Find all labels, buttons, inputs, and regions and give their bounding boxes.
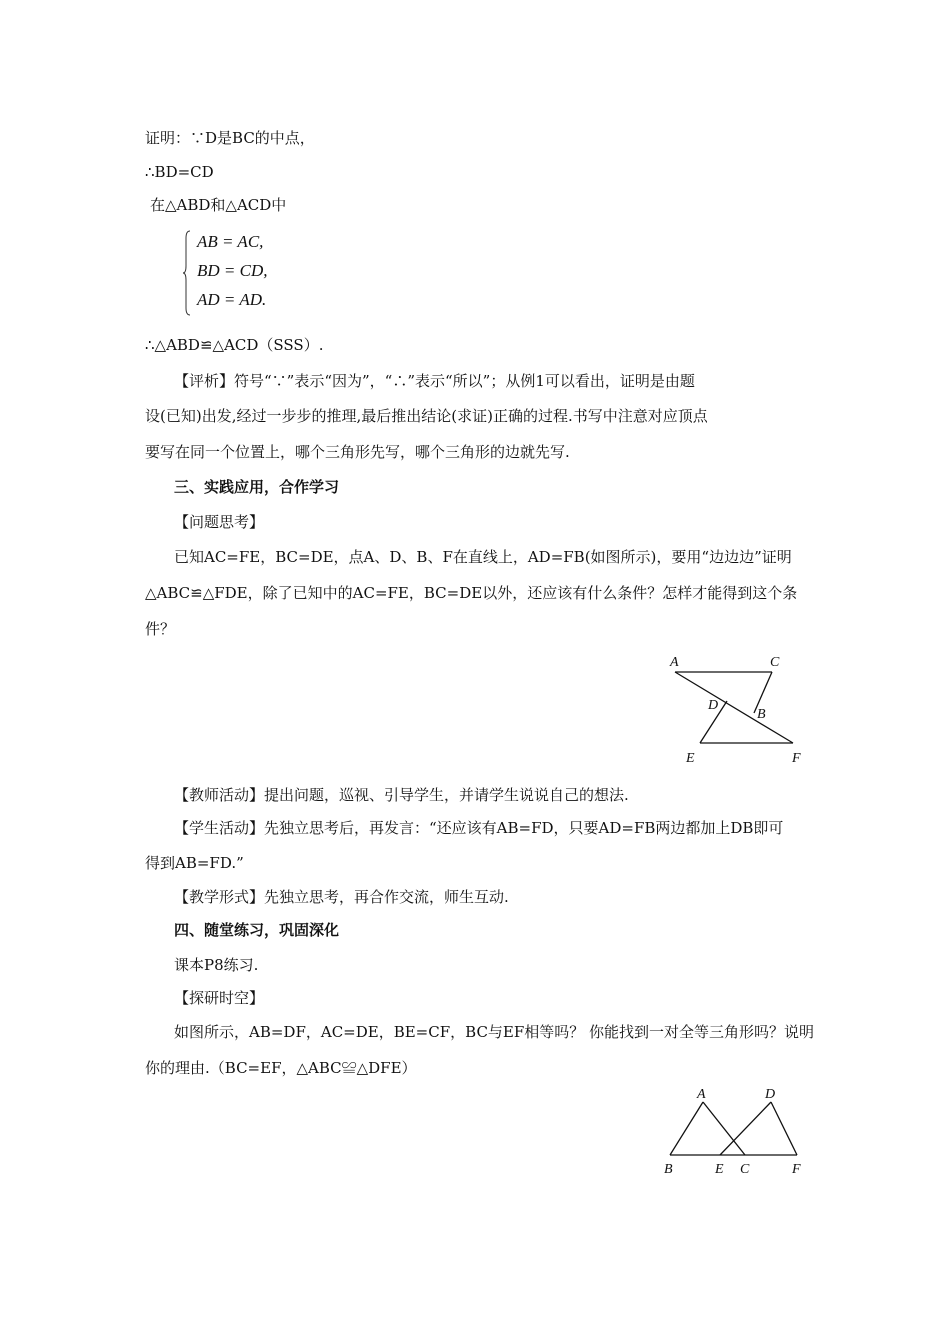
label-f: F — [792, 751, 801, 766]
label-a: A — [670, 655, 679, 670]
label-e: E — [686, 751, 695, 766]
proof-line-2: ∴BD=CD — [145, 163, 214, 181]
equation-3: AD = AD. — [197, 290, 267, 309]
proof-line-3: 在△ABD和△ACD中 — [150, 196, 287, 214]
label-b: B — [757, 707, 766, 722]
question-line-3: 件？ — [145, 620, 176, 638]
segment-ac — [703, 1102, 745, 1155]
exercise-text: 课本P8练习. — [174, 956, 259, 974]
segment-ab — [670, 1102, 703, 1155]
student-activity-line-1: 【学生活动】先独立思考后，再发言：“还应该有AB=FD，只要AD=FB两边都加上DB即可 — [174, 819, 784, 837]
question-line-2: △ABC≌△FDE，除了已知中的AC=FE，BC=DE以外，还应该有什么条件？怎样才能得到这个条 — [145, 584, 798, 602]
teacher-activity: 【教师活动】提出问题，巡视、引导学生，并请学生说说自己的想法. — [174, 786, 629, 804]
equation-2: BD = CD, — [197, 261, 268, 280]
left-brace-icon — [183, 230, 191, 316]
analysis-line-1: 【评析】符号“∵”表示“因为”，“∴”表示“所以”；从例1可以看出，证明是由题 — [174, 372, 695, 390]
proof-line-1: 证明：∵D是BC的中点， — [145, 129, 315, 147]
section-4-heading: 四、随堂练习，巩固深化 — [174, 921, 340, 939]
analysis-line-3: 要写在同一个位置上，哪个三角形先写，哪个三角形的边就先写. — [145, 443, 570, 461]
label-d: D — [708, 698, 719, 713]
segment-df — [771, 1102, 797, 1155]
segment-de — [720, 1102, 771, 1155]
label-c: C — [740, 1162, 750, 1177]
student-activity-line-2: 得到AB=FD.” — [145, 854, 244, 872]
explore-line-2: 你的理由.（BC=EF，△ABC≌△DFE） — [145, 1059, 417, 1077]
figure-problem-2 — [655, 1084, 815, 1184]
segment-af — [675, 672, 793, 743]
proof-conclusion: ∴△ABD≌△ACD（SSS）. — [145, 336, 324, 354]
explore-line-1: 如图所示，AB=DF，AC=DE，BE=CF，BC与EF相等吗？ 你能找到一对全等三角形吗？说明 — [174, 1023, 815, 1041]
label-a: A — [697, 1087, 706, 1102]
label-e: E — [715, 1162, 724, 1177]
analysis-line-2: 设(已知)出发,经过一步步的推理,最后推出结论(求证)正确的过程.书写中注意对应顶点 — [145, 407, 708, 425]
question-label: 【问题思考】 — [174, 513, 265, 531]
explore-label: 【探研时空】 — [174, 989, 265, 1007]
equation-system — [183, 230, 303, 316]
label-f: F — [792, 1162, 801, 1177]
label-d: D — [765, 1087, 776, 1102]
label-b: B — [664, 1162, 673, 1177]
label-c: C — [770, 655, 780, 670]
equation-1: AB = AC, — [197, 232, 264, 251]
section-3-heading: 三、实践应用，合作学习 — [174, 478, 340, 496]
question-line-1: 已知AC=FE，BC=DE，点A、D、B、F在直线上，AD=FB(如图所示)，要用“边边边”证明 — [174, 548, 792, 566]
figure-problem-1 — [660, 648, 820, 770]
teaching-form: 【教学形式】先独立思考，再合作交流，师生互动. — [174, 888, 509, 906]
